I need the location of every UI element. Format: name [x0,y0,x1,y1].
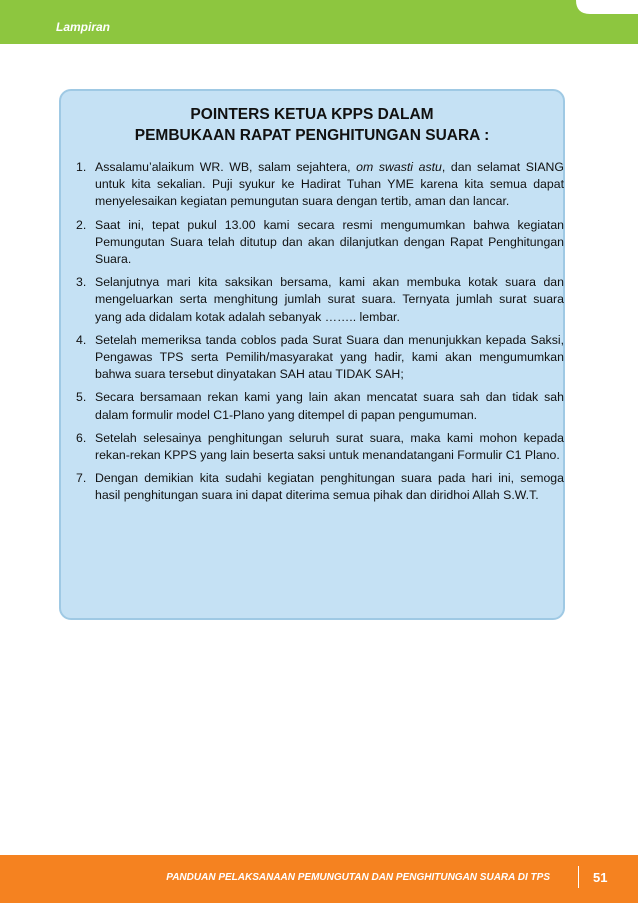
item-text-italic: om swasti astu [356,160,442,174]
footer-bar [0,855,638,903]
item-text: Dengan demikian kita sudahi kegiatan penghitungan suara pada hari ini, semoga hasil penghitungan suara ini dapat diterima semua pihak dan diridhoi Allah S.W.T. [95,471,564,503]
pointer-item-2 [76,217,564,269]
page-number: 51 [593,870,608,885]
item-number: 1 . [76,159,86,176]
pointer-item-3 [76,274,564,326]
item-number: 4 . [76,332,86,349]
box-title [61,104,563,146]
pointer-item-1 [76,159,564,211]
box-title-line-2: PEMBUKAAN RAPAT PENGHITUNGAN SUARA : [134,127,490,144]
pointer-item-5 [76,389,564,423]
item-number: 7 . [76,470,86,487]
item-number: 3 . [76,274,86,291]
item-number: 5 . [76,389,86,406]
item-text: Saat ini, tepat pukul 13.00 kami secara resmi mengumumkan bahwa kegiatan Pemungutan Suara telah ditutup dan akan dilanjutkan dengan Rapat Penghitungan Suara. [95,217,564,267]
item-text: Setelah selesainya penghitungan seluruh surat suara, maka kami mohon kepada rekan-rekan KPPS yang lain beserta saksi untuk menandatangani Formulir C1 Plano. [95,430,564,463]
footer-title: PANDUAN PELAKSANAAN PEMUNGUTAN DAN PENGHITUNGAN SUARA DI TPS [166,872,550,883]
item-text-start: Assalamu’alaikum WR. WB, salam sejahtera, [95,160,357,174]
pointer-item-4 [76,332,564,384]
pointer-item-6 [76,430,564,464]
pointer-list [76,159,564,511]
box-title-line-1: POINTERS KETUA KPPS DALAM [190,106,434,123]
section-label: Lampiran [56,20,111,34]
pointer-item-7 [76,470,564,504]
pointer-box [59,89,565,620]
item-text: Setelah memeriksa tanda coblos pada Surat Suara dan menunjukkan kepada Saksi, Pengawas TPS serta Pemilih/masyarakat yang hadir, kami akan mengumumkan bahwa suara tersebut dinyatakan SAH atau TIDAK SAH; [95,332,564,382]
item-text: Selanjutnya mari kita saksikan bersama, kami akan membuka kotak suara dan mengeluarkan serta menghitung jumlah surat suara. Ternyata jumlah surat suara yang ada didalam kotak adalah sebanyak …….. lembar. [95,275,564,324]
item-text-end: , dan selamat SIANG untuk kita sekalian. Puji syukur ke Hadirat Tuhan YME karena kita semua dapat menyelesaikan kegiatan pemungutan suara dengan tertib, aman dan lancar. [95,160,564,209]
item-number: 6 . [76,430,86,447]
header-bar [0,0,638,44]
item-number: 2 . [76,217,86,234]
footer-divider [578,866,579,888]
item-text: Secara bersamaan rekan kami yang lain akan mencatat suara sah dan tidak sah dalam formulir model C1-Plano yang ditempel di papan pengumuman. [95,390,564,422]
